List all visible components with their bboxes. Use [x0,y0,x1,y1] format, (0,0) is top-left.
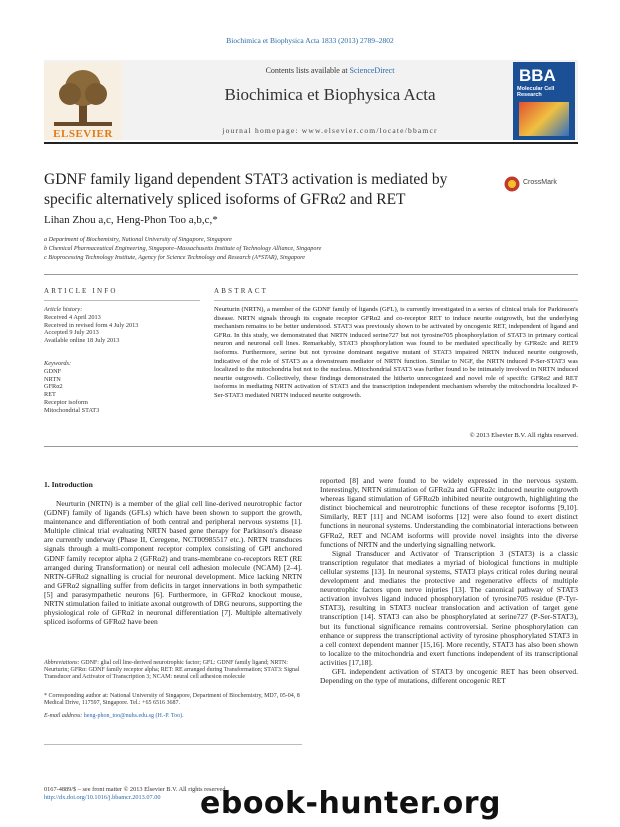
intro-paragraph-1: Neurturin (NRTN) is a member of the glial cell line-derived neurotrophic factor (GDNF) family of ligands (GFLs) which have been shown to support the growth, maintenance and differentiation of both central and peripheral nervous systems [1]. Multiple clinical trial evaluating NRTN based gene therapy for Parkinson's disease are currently underway (Phase II, Ceregene, NCT00985517 etc.). NRTN transduces signals through a multi-component receptor complex consisting of GPI anchored GDNF family receptor alpha 2 (GFRα2) and trans-membrane co-receptors RET (RE arranged during Transformation) or neural cell adhesion molecule (NCAM) [2–4]. NRTN-GFRα2 signalling is crucial for neuronal development. Mice lacking NRTN and GFRα2 signalling suffer from deficits in target innervations in both sympathetic [5] and parasympathetic neurons [6]. Furthermore, in GFRα2 knockout mouse, NRTN stimulation failed to initiate axonal outgrowth of DRG neurons, supporting the physiological role of GFRα2 in neuronal differentiation [7]. Multiple alternatively spliced isoforms of GFRα2 have been [44,499,302,627]
keywords-label: Keywords: [44,360,72,367]
intro-paragraph-2: reported [8] and were found to be widely expressed in the nervous system. Interestingly, NRTN stimulation of GFRα2a and GFRα2c induced neurite outgrowth whereas ligand stimulation of GFRα2b inhibited neurite outgrowth, highlighting the distinct biochemical and neurotrophic functions of these receptor isoforms [9,10]. Similarly, RET [11] and NCAM isoforms [12] were also found to exert distinct functions in neuronal systems. Understanding the combinatorial interactions between GFRα2, RET and NCAM isoforms will provide novel insights into the diverse functions of NRTN and the underlying signalling network. [320,476,578,549]
keyword: Receptor isoform [44,398,88,406]
keyword: GDNF [44,367,62,375]
abstract-rule [214,300,578,301]
keyword: NRTN [44,375,61,383]
crossmark-icon [504,176,520,192]
journal-name: Biochimica et Biophysica Acta [224,85,436,104]
doi-link[interactable]: http://dx.doi.org/10.1016/j.bbamcr.2013.07.00 [44,793,161,801]
journal-homepage[interactable]: journal homepage: www.elsevier.com/locate/bbamcr [222,126,438,135]
abstract-text: Neurturin (NRTN), a member of the GDNF family of ligands (GFL), is currently investigated in a series of clinical trials for Parkinson's disease. NRTN signals through its cognate receptor GFRα2 and co-receptor RET to induce neurite outgrowth, but the underlying mechanism remains to be better understood. STAT3 was previously shown to be activated by oncogenic RET, independent of ligand and GFRα. In this study, we demonstrated that NRTN induced serine727 but not tyrosine705 phosphorylation of STAT3 in primary cortical neuron and neuronal cell lines. Remarkably, STAT3 phosphorylation was found to be mediated specifically by GFRα2c and RET9 isoforms. Furthermore, serine but not tyrosine dominant negative mutant of STAT3 impaired NRTN induced neurite outgrowth, indicative of the role of STAT3 as a downstream mediator of NRTN function. Similar to NGF, the NRTN induced P-Ser-STAT3 was localized to the mitochondria but not to the nucleus. Mitochondrial STAT3 was further found to be intimately involved in NRTN induced neurite outgrowth. Collectively, these findings demonstrated the hitherto unrecognized and novel role of specific GFRα2 and RET isoforms in mediating NRTN activation of STAT3 and the transcription independent mechanism whereby the mitochondria localized P-Ser-STAT3 mediated NRTN induced neurite outgrowth. [214,306,578,399]
history-accepted: Accepted 9 July 2013 [44,329,99,337]
footnote-rule [44,744,302,745]
body-column-left [44,499,302,626]
abstract-copyright: © 2013 Elsevier B.V. All rights reserved. [469,432,578,439]
body-rule [44,446,578,447]
body-column-right [320,476,578,685]
section-rule [44,274,578,275]
keyword: GFRα2 [44,383,63,391]
crossmark-badge[interactable] [504,174,574,194]
affiliation-c: c Bioprocessing Technology Institute, Agency for Science Technology and Research (A*STAR), Singapore [44,254,306,261]
author-list: Lihan Zhou a,c, Heng-Phon Too a,b,c,* [44,214,218,226]
keyword: Mitochondrial STAT3 [44,406,100,414]
cover-artwork [519,102,569,136]
issn-line: 0167-4889/$ – see front matter © 2013 Elsevier B.V. All rights reserved. [44,786,228,793]
abbreviations-label: Abbreviations: [44,660,80,666]
affiliation-a: a Department of Biochemistry, National University of Singapore, Singapore [44,236,232,243]
history-online: Available online 18 July 2013 [44,337,120,345]
running-head[interactable]: Biochimica et Biophysica Acta 1833 (2013) 2789–2802 [226,36,394,45]
keyword: RET [44,391,56,399]
cover-subtitle: Molecular Cell Research [517,86,555,98]
sciencedirect-link[interactable]: ScienceDirect [349,66,395,75]
watermark: ebook-hunter.org [200,786,501,821]
article-title: GDNF family ligand dependent STAT3 activation is mediated by specific alternatively spliced isoforms of GFRα2 and RET [44,171,448,208]
header-rule [44,142,578,144]
elsevier-wordmark: ELSEVIER [53,128,113,140]
email-footnote [44,713,302,720]
article-history [44,306,204,345]
crossmark-label: CrossMark [523,179,557,186]
abstract-heading: ABSTRACT [214,287,269,295]
article-info-rule [44,300,200,301]
history-revised: Received in revised form 4 July 2013 [44,321,139,329]
intro-paragraph-4: GFL independent activation of STAT3 by oncogenic RET has been observed. Depending on the type of mutations, different oncogenic RET [320,666,578,686]
cover-title: BBA [519,66,556,85]
email-label: E-mail address: [44,713,83,719]
contents-prefix: Contents lists available at [265,66,348,75]
abbreviations-footnote [44,660,302,681]
contents-line [150,66,510,75]
section-heading-introduction: 1. Introduction [44,480,93,489]
keywords [44,360,204,415]
email-link[interactable]: heng-phon_too@nuhs.edu.sg (H.-P. Too). [83,713,184,719]
corresponding-author-footnote: * Corresponding author at: National University of Singapore, Department of Biochemistry, MD7, 05-04, 8 Medical Drive, 117597, Singapore. Tel.: +65 6516 3687. [44,693,300,706]
intro-paragraph-3: Signal Transducer and Activator of Transcription 3 (STAT3) is a classic transcription regulator that mediates a myriad of biological functions in multiple cellular systems [13]. In neuronal systems, STAT3 plays critical roles during neural development and mediates the protective and regenerative effects of multiple neurotrophic factors upon nerve injuries [13]. The canonical pathway of STAT3 activation involves ligand induced phosphorylation of tyrosine705 residue (P-Tyr-STAT3), resulting in STAT3 nuclear translocation and activation of target gene transcription [14]. STAT3 can also be phosphorylated at serine727 (P-Ser-STAT3), but its functional significance remains controversial. Serine phosphorylation can enhance or suppress the transcriptional activity of tyrosine phosphorylated STAT3 in a cell context dependent manner [15,16]. More recently, STAT3 has also been shown to localize to the mitochondria and exert functions independent of its transcriptional activities [17,18]. [320,548,578,667]
history-received: Received 4 April 2013 [44,313,101,321]
history-label: Article history: [44,306,83,313]
journal-cover-image [513,62,575,140]
abbreviations-text: GDNF: glial cell line-derived neurotrophic factor; GFL: GDNF family ligand; NRTN: Neurturin; GFRα: GDNF family receptor alpha; RET: RE arranged during Transformation; STAT3: Signal Transducer and Activator of Transcription 3; NCAM: neural cell adhesion molecule [44,660,300,680]
affiliation-b: b Chemical Pharmaceutical Engineering, Singapore–Massachusetts Institute of Technology Alliance, Singapore [44,245,322,252]
article-info-heading: ARTICLE INFO [44,287,118,295]
